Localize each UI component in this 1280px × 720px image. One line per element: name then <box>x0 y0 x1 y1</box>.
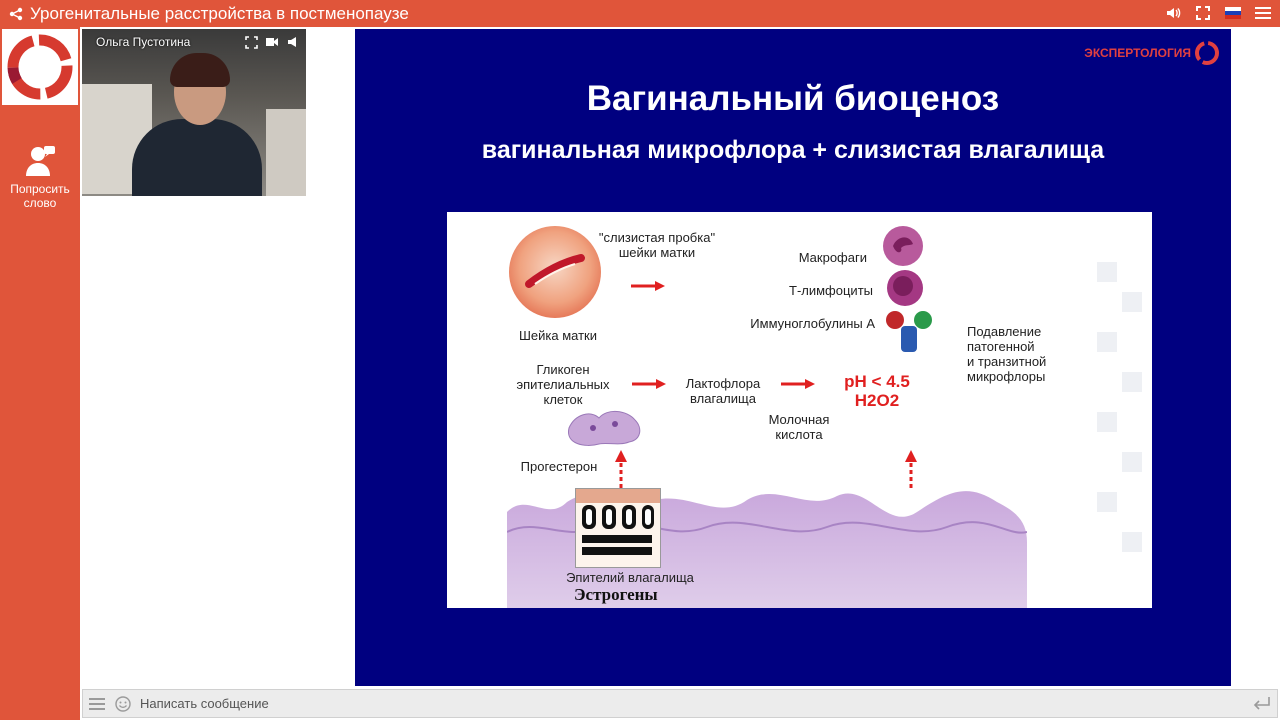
speaker-body <box>132 119 262 196</box>
lactic-line1: Молочная <box>768 412 830 427</box>
lactic-line2: кислота <box>775 427 823 442</box>
glycogen-line1: Гликоген <box>536 362 590 377</box>
cervix-image <box>507 224 603 320</box>
suppression-line3: и транзитной <box>967 354 1047 369</box>
brand-logo <box>1084 39 1221 67</box>
suppression-line4: микрофлоры <box>967 369 1046 384</box>
ph-value-label <box>827 372 927 410</box>
ph-value: pH < 4.5 <box>844 372 910 391</box>
t-lymphocyte-cell-image <box>885 268 925 308</box>
epithelium-cells-detail-image <box>575 488 661 568</box>
chat-bar <box>82 689 1278 718</box>
send-icon[interactable] <box>1253 696 1271 712</box>
raise-hand-speaker-icon <box>22 142 58 178</box>
suppression-line2: патогенной <box>967 339 1035 354</box>
ask-label-line2: слово <box>23 196 57 210</box>
slide-title: Вагинальный биоценоз <box>586 79 1000 118</box>
epithelium-label: Эпителий влагалища <box>566 570 694 585</box>
logo-ring-icon <box>4 31 76 103</box>
speaker-video[interactable] <box>82 29 306 196</box>
speaker-name: Ольга Пустотина <box>96 35 191 49</box>
brand-name: ЭКСПЕРТОЛОГИЯ <box>1084 46 1191 60</box>
mucus-plug-label <box>597 230 717 260</box>
mucus-plug-line1: "слизистая пробка" <box>598 230 716 245</box>
menu-icon[interactable] <box>1254 4 1272 22</box>
arrow-glycogen-right <box>632 379 666 389</box>
video-fullscreen-icon[interactable] <box>244 35 258 49</box>
slide-subtitle: вагинальная микрофлора + слизистая влагалища <box>481 136 1105 164</box>
progesterone-label: Прогестерон <box>520 459 598 474</box>
camera-icon[interactable] <box>265 35 279 49</box>
presentation-slide <box>355 29 1231 686</box>
immunoglobulins-label: Иммуноглобулины А <box>750 316 875 331</box>
mucus-plug-line2: шейки матки <box>618 245 696 260</box>
smile-icon[interactable] <box>115 696 131 712</box>
arrow-mucus-right <box>631 281 665 291</box>
cervix-label: Шейка матки <box>518 328 597 343</box>
macrophage-cell-image <box>881 224 925 268</box>
glycogen-line2: эпителиальных <box>516 377 610 392</box>
volume-icon[interactable] <box>1164 4 1182 22</box>
h2o2-value: H2O2 <box>854 391 900 410</box>
immunoglobulin-molecule-image <box>883 308 935 356</box>
suppression-label <box>967 324 1077 384</box>
ask-to-speak-button[interactable] <box>0 142 80 210</box>
chat-menu-icon[interactable] <box>89 697 105 711</box>
fullscreen-icon[interactable] <box>1194 4 1212 22</box>
top-bar <box>0 0 1280 27</box>
glycogen-line3: клеток <box>543 392 583 407</box>
lactoflora-label <box>673 376 773 406</box>
lactic-acid-label <box>757 412 841 442</box>
ask-label-line1: Попросить <box>10 182 70 196</box>
decorative-pattern <box>1087 252 1152 608</box>
estrogens-label: Эстрогены <box>574 585 658 604</box>
lactoflora-line2: влагалища <box>690 391 756 406</box>
biocenosis-diagram <box>447 212 1152 608</box>
t-lymphocytes-label: Т-лимфоциты <box>789 283 873 298</box>
epithelial-cells-image <box>563 404 647 448</box>
brand-ring-icon <box>1193 39 1221 67</box>
video-shelf-right <box>266 109 306 196</box>
speaker-icon[interactable] <box>286 35 300 49</box>
chat-message-input[interactable] <box>140 693 1220 715</box>
language-flag-icon[interactable] <box>1224 4 1242 22</box>
macrophages-label: Макрофаги <box>798 250 867 265</box>
logo <box>2 29 78 105</box>
share-icon[interactable] <box>8 6 24 22</box>
glycogen-label <box>503 362 623 407</box>
app-title: Урогенитальные расстройства в постменопаузе <box>30 3 409 23</box>
arrow-lactoflora-right <box>781 379 815 389</box>
suppression-line1: Подавление <box>967 324 1042 339</box>
sidebar <box>0 27 80 720</box>
lactoflora-line1: Лактофлора <box>685 376 761 391</box>
